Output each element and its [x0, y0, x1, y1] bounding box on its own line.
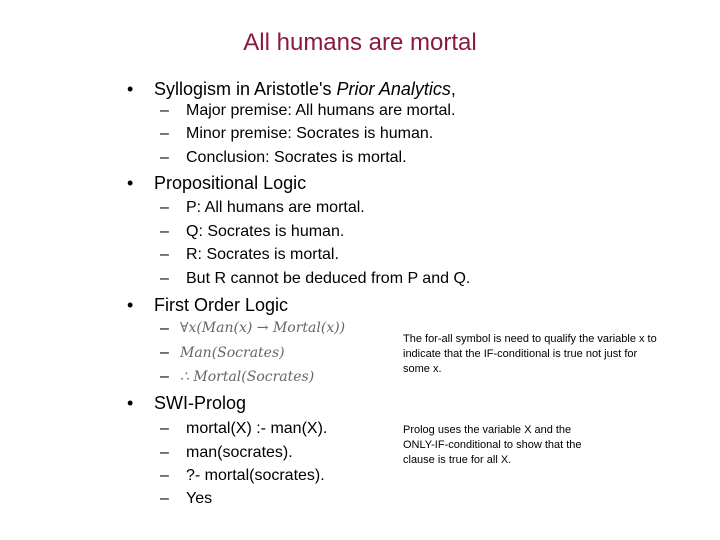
fol-formula-man: Man(Socrates)	[180, 345, 285, 361]
prolog-label: SWI-Prolog	[154, 393, 247, 413]
dash-marker: –	[160, 490, 169, 507]
dash-marker: –	[160, 320, 169, 337]
item-text: mortal(X) :- man(X).	[186, 420, 328, 437]
item-text: Yes	[186, 490, 213, 507]
dash-marker: –	[160, 149, 169, 166]
bullet-marker: •	[127, 173, 134, 193]
item-text: Major premise: All humans are mortal.	[186, 102, 456, 119]
item-text: man(socrates).	[186, 444, 293, 461]
syllogism-item-major	[160, 100, 455, 122]
prolog-item-rule	[160, 418, 327, 440]
fol-label: First Order Logic	[154, 295, 289, 315]
dash-marker: –	[160, 420, 169, 437]
syllogism-comma: ,	[450, 79, 456, 99]
bullet-syllogism	[127, 77, 456, 101]
fol-formula-forall: ∀x(Man(x) → Mortal(x))	[180, 320, 346, 336]
fol-note: The for-all symbol is need to qualify the variable x to indicate that the IF-conditional is true not just for some x.	[403, 333, 657, 375]
bullet-marker: •	[127, 393, 134, 413]
bullet-propositional	[127, 171, 306, 195]
dash-marker: –	[160, 125, 169, 142]
dash-marker: –	[160, 467, 169, 484]
bullet-marker: •	[127, 295, 134, 315]
propositional-label: Propositional Logic	[154, 173, 307, 193]
prolog-item-query	[160, 465, 325, 487]
fol-formula-therefore: ∴ Mortal(Socrates)	[180, 369, 315, 385]
dash-marker: –	[160, 223, 169, 240]
bullet-marker: •	[127, 79, 134, 99]
slide-title: All humans are mortal	[243, 29, 477, 56]
item-text: Conclusion: Socrates is mortal.	[186, 149, 407, 166]
propositional-item-q	[160, 221, 344, 243]
prior-analytics-title: Prior Analytics	[336, 79, 451, 99]
item-text: Q: Socrates is human.	[186, 223, 345, 240]
propositional-item-r	[160, 244, 339, 266]
item-text: But R cannot be deduced from P and Q.	[186, 270, 471, 287]
item-text: ?- mortal(socrates).	[186, 467, 325, 484]
dash-marker: –	[160, 270, 169, 287]
prolog-item-answer	[160, 488, 212, 510]
syllogism-text: Syllogism in Aristotle's	[154, 79, 337, 99]
bullet-first-order-logic	[127, 293, 288, 317]
dash-marker: –	[160, 199, 169, 216]
item-text: Minor premise: Socrates is human.	[186, 125, 434, 142]
prolog-item-fact	[160, 442, 293, 464]
dash-marker: –	[160, 368, 169, 385]
propositional-item-but	[160, 268, 470, 290]
propositional-item-p	[160, 197, 365, 219]
dash-marker: –	[160, 444, 169, 461]
item-text: P: All humans are mortal.	[186, 199, 365, 216]
prolog-note: Prolog uses the variable X and the ONLY-IF-conditional to show that the clause is true for all X.	[403, 424, 582, 466]
syllogism-item-conclusion	[160, 147, 407, 169]
bullet-swi-prolog	[127, 391, 246, 415]
dash-marker: –	[160, 246, 169, 263]
syllogism-item-minor	[160, 123, 433, 145]
dash-marker: –	[160, 102, 169, 119]
dash-marker: –	[160, 344, 169, 361]
item-text: R: Socrates is mortal.	[186, 246, 339, 263]
